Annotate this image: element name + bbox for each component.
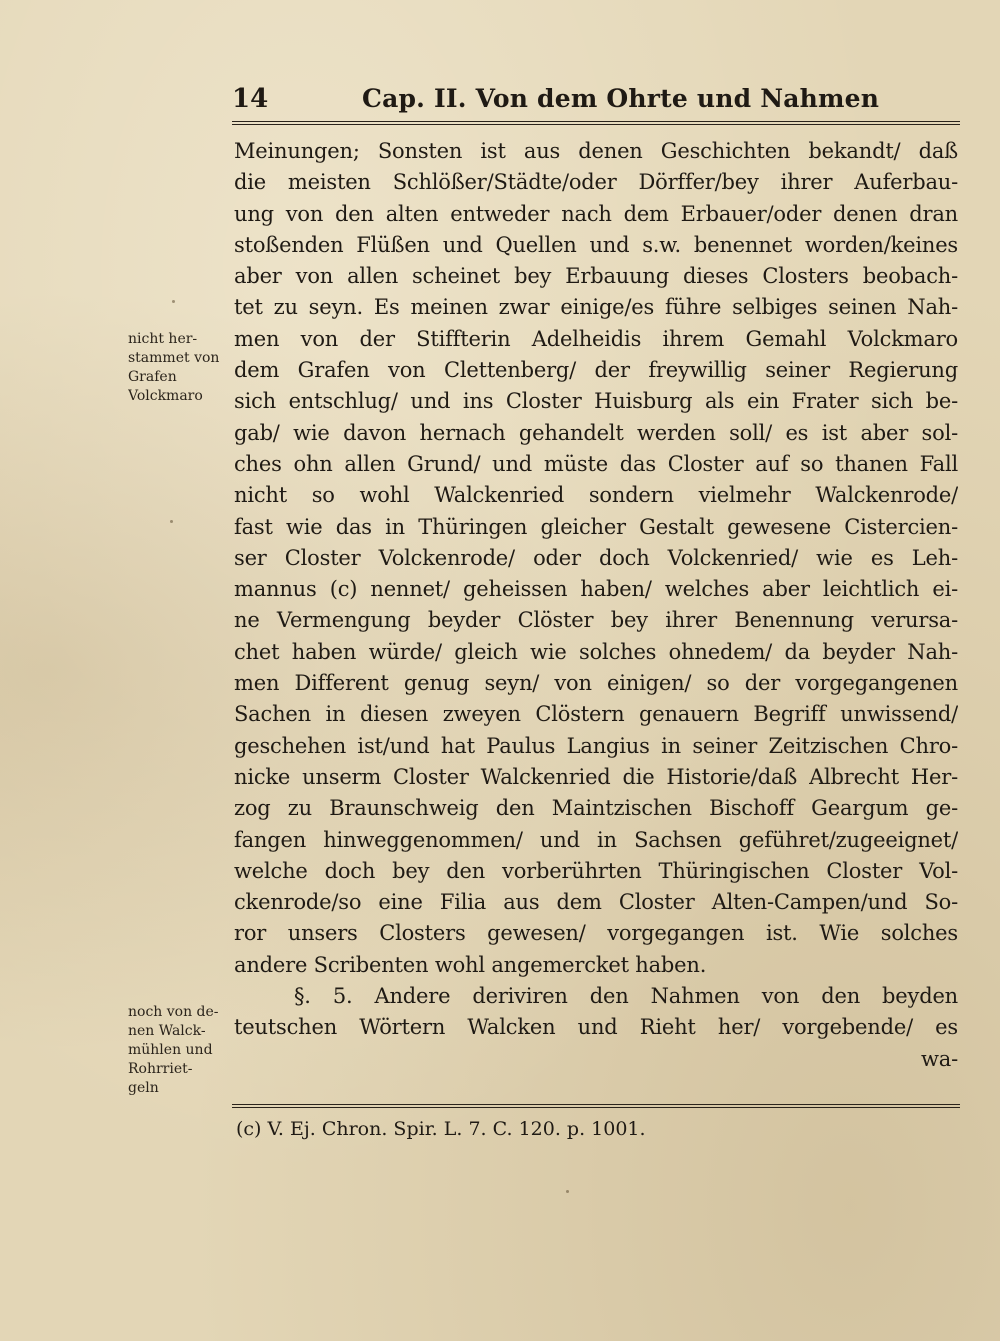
text-line: ckenrode/so eine Filia aus dem Closter Alten-Campen/und So- (234, 890, 958, 915)
text-line: gab/ wie davon hernach gehandelt werden soll/ es ist aber sol- (234, 420, 958, 445)
text-line: chet haben würde/ gleich wie solches ohnedem/ da beyder Nah- (234, 639, 958, 664)
text-line: Meinungen; Sonsten ist aus denen Geschichten bekandt/ daß (234, 139, 958, 163)
marginal-note-line: nicht her- (128, 331, 198, 347)
marginal-note-line: stammet von (128, 350, 220, 366)
text-line: dem Grafen von Clettenberg/ der freywillig seiner Regierung (234, 358, 958, 383)
paper-speck (566, 1190, 569, 1193)
marginal-note-line: Grafen (128, 369, 177, 385)
text-line: tet zu seyn. Es meinen zwar einige/es führe selbiges seinen Nah- (234, 295, 958, 320)
text-line: zog zu Braunschweig den Maintzischen Bischoff Geargum ge- (234, 796, 958, 821)
text-line: ches ohn allen Grund/ und müste das Closter auf so thanen Fall (234, 451, 958, 476)
footnote: (c) V. Ej. Chron. Spir. L. 7. C. 120. p. 1001. (236, 1118, 646, 1140)
text-line: aber von allen scheinet bey Erbauung dieses Closters beobach- (234, 264, 958, 289)
text-line: ror unsers Closters gewesen/ vorgegangen ist. Wie solches (234, 921, 958, 946)
marginal-note-line: nen Walck- (128, 1023, 206, 1039)
marginal-note-line: mühlen und (128, 1042, 213, 1058)
text-line: men von der Stiffterin Adelheidis ihrem Gemahl Volckmaro (234, 326, 958, 351)
running-head: Cap. II. Von dem Ohrte und Nahmen (362, 84, 880, 113)
paper-speck (172, 300, 175, 303)
text-line: ser Closter Volckenrode/ oder doch Volckenried/ wie es Leh- (234, 545, 958, 570)
text-line: ne Vermengung beyder Clöster bey ihrer Benennung verursa- (234, 608, 958, 633)
footnote-rule (232, 1104, 960, 1108)
marginal-note-line: Volckmaro (128, 388, 203, 404)
text-line: fangen hinweggenommen/ und in Sachsen geführet/zugeeignet/ (234, 827, 958, 852)
text-line: ung von den alten entweder nach dem Erbauer/oder denen dran (234, 201, 958, 226)
text-line: stoßenden Flüßen und Quellen und s.w. benennet worden/keines (234, 232, 958, 257)
text-line: geschehen ist/und hat Paulus Langius in seiner Zeitzischen Chro- (234, 733, 958, 758)
paper-speck (170, 520, 173, 523)
text-line: die meisten Schlößer/Städte/oder Dörffer/bey ihrer Auferbau- (234, 170, 958, 195)
marginal-note-line: geln (128, 1080, 159, 1096)
text-line: nicke unserm Closter Walckenried die Historie/daß Albrecht Her- (234, 764, 958, 789)
catchword: wa- (921, 1046, 958, 1071)
marginal-note-line: Rohrriet- (128, 1061, 193, 1077)
text-line: fast wie das in Thüringen gleicher Gestalt gewesene Cistercien- (234, 514, 958, 539)
text-line: sich entschlug/ und ins Closter Huisburg als ein Frater sich be- (234, 389, 958, 414)
text-line: mannus (c) nennet/ geheissen haben/ welches aber leichtlich ei- (234, 577, 958, 602)
text-line: nicht so wohl Walckenried sondern vielmehr Walckenrode/ (234, 483, 958, 508)
text-line: andere Scribenten wohl angemercket haben. (234, 952, 707, 977)
main-text (234, 136, 958, 1075)
paragraph-start-line: §. 5. Andere deriviren den Nahmen von den beyden (294, 984, 958, 1009)
text-line: Sachen in diesen zweyen Clöstern genauern Begriff unwissend/ (234, 702, 958, 727)
header-rule (232, 121, 960, 125)
text-line: men Different genug seyn/ von einigen/ so der vorgegangenen (234, 671, 958, 696)
page-number: 14 (232, 84, 269, 114)
page-header (232, 80, 962, 120)
marginal-note-line: noch von de- (128, 1004, 219, 1020)
text-line: welche doch bey den vorberührten Thüringischen Closter Vol- (234, 858, 958, 883)
marginal-note (128, 330, 232, 406)
marginal-note (128, 1003, 232, 1098)
text-line: teutschen Wörtern Walcken und Rieht her/ vorgebende/ es (234, 1015, 958, 1040)
